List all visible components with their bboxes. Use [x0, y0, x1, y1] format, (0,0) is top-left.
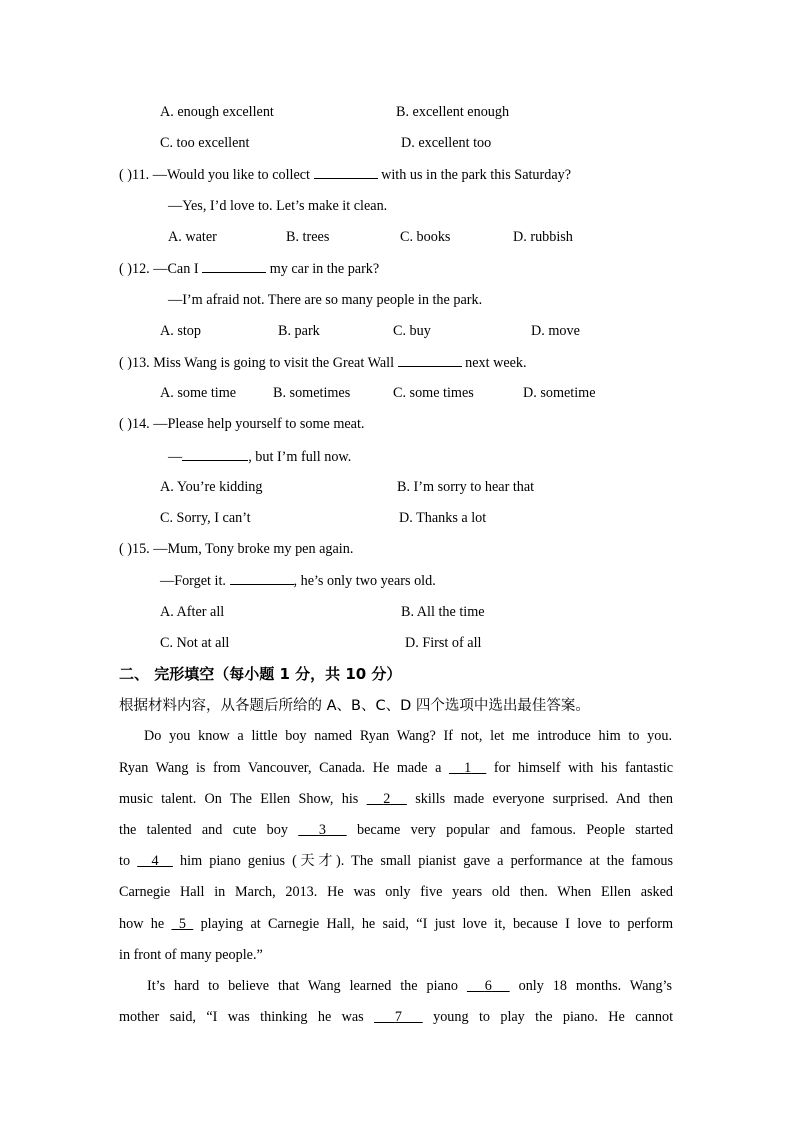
blank-2[interactable]: 2 — [383, 791, 391, 807]
q13-option-d: D. sometime — [523, 385, 596, 401]
q15-reply — [160, 570, 436, 591]
q11-option-c: C. books — [400, 229, 451, 245]
q11-blank[interactable] — [314, 164, 378, 179]
q12-option-c: C. buy — [393, 323, 431, 339]
blank-3[interactable]: 3 — [318, 822, 327, 838]
passage-line: It’s hard to believe that Wang learned the piano 6 only 18 months. Wang’s — [147, 978, 673, 994]
q10-option-d: D. excellent too — [401, 135, 492, 151]
blank-6[interactable]: 6 — [484, 978, 492, 994]
q10-option-c: C. too excellent — [160, 135, 250, 151]
passage-line: Carnegie Hall in March, 2013. He was only five years old then. When Ellen asked — [119, 884, 673, 900]
blank-4[interactable]: 4 — [151, 853, 159, 869]
q10-option-a: A. enough excellent — [160, 104, 274, 120]
q15-blank[interactable] — [230, 570, 294, 585]
passage-line: how he 5 playing at Carnegie Hall, he said, “I just love it, because I love to perform — [119, 916, 674, 932]
q13-option-c: C. some times — [393, 385, 474, 401]
q12-option-b: B. park — [278, 323, 320, 339]
q14-reply-dash: — — [168, 449, 183, 465]
q14-option-a: A. You’re kidding — [160, 479, 263, 495]
q11-option-d: D. rubbish — [513, 229, 573, 245]
q12-option-d: D. move — [531, 323, 580, 339]
q10-option-b: B. excellent enough — [396, 104, 510, 120]
q12-blank[interactable] — [202, 258, 266, 273]
q15-option-c: C. Not at all — [160, 635, 230, 651]
passage-line: to 4 him piano genius (天才). The small pianist gave a performance at the famous — [119, 853, 674, 869]
q15-option-d: D. First of all — [405, 635, 482, 651]
q15-reply-end: , he’s only two years old. — [293, 573, 436, 589]
q12-reply: —I’m afraid not. There are so many people in the park. — [168, 292, 483, 308]
q13-blank[interactable] — [398, 352, 462, 367]
blank-7[interactable]: 7 — [394, 1009, 402, 1025]
q15-option-a: A. After all — [160, 604, 225, 620]
question-12 — [119, 258, 379, 279]
q13-option-a: A. some time — [160, 385, 237, 401]
passage-line: Ryan Wang is from Vancouver, Canada. He made a 1 for himself with his fantastic — [119, 760, 674, 776]
q11-option-b: B. trees — [286, 229, 330, 245]
section-heading: 二、 完形填空（每小题 1 分，共 10 分） — [119, 665, 402, 683]
q13-option-b: B. sometimes — [273, 385, 351, 401]
q11-stem-end: with us in the park this Saturday? — [381, 167, 572, 183]
passage-line: the talented and cute boy 3 became very popular and famous. People started — [119, 822, 674, 838]
passage-line: in front of many people.” — [119, 947, 263, 963]
q12-stem-end: my car in the park? — [269, 261, 380, 277]
q13-stem-end: next week. — [465, 355, 527, 371]
q14-blank[interactable] — [182, 446, 248, 461]
question-14: ( )14. —Please help yourself to some meat. — [119, 416, 365, 432]
q15-reply-start: —Forget it. — [160, 573, 226, 589]
q12-option-a: A. stop — [160, 323, 201, 339]
q11-reply: —Yes, I’d love to. Let’s make it clean. — [168, 198, 388, 214]
blank-5[interactable]: 5 — [178, 916, 186, 932]
q15-option-b: B. All the time — [401, 604, 485, 620]
passage-line: music talent. On The Ellen Show, his 2 skills made everyone surprised. And then — [119, 791, 673, 807]
blank-1[interactable]: 1 — [464, 760, 472, 776]
q14-option-c: C. Sorry, I can’t — [160, 510, 251, 526]
question-13 — [119, 352, 527, 373]
passage-line: mother said, “I was thinking he was 7 young to play the piano. He cannot — [119, 1009, 674, 1025]
q13-stem: ( )13. Miss Wang is going to visit the Great Wall — [119, 355, 395, 371]
q11-option-a: A. water — [168, 229, 217, 245]
question-11 — [119, 164, 571, 185]
q14-option-d: D. Thanks a lot — [399, 510, 487, 526]
q14-reply — [168, 446, 351, 467]
q12-stem: ( )12. —Can I — [119, 261, 199, 277]
q11-stem: ( )11. —Would you like to collect — [119, 167, 311, 183]
q14-reply-end: , but I’m full now. — [248, 449, 352, 465]
passage-line: Do you know a little boy named Ryan Wang? If not, let me introduce him to you. — [144, 728, 672, 744]
question-15: ( )15. —Mum, Tony broke my pen again. — [119, 541, 354, 557]
section-instruction: 根据材料内容，从各题后所给的 A、B、C、D 四个选项中选出最佳答案。 — [119, 698, 590, 714]
q14-option-b: B. I’m sorry to hear that — [397, 479, 535, 495]
